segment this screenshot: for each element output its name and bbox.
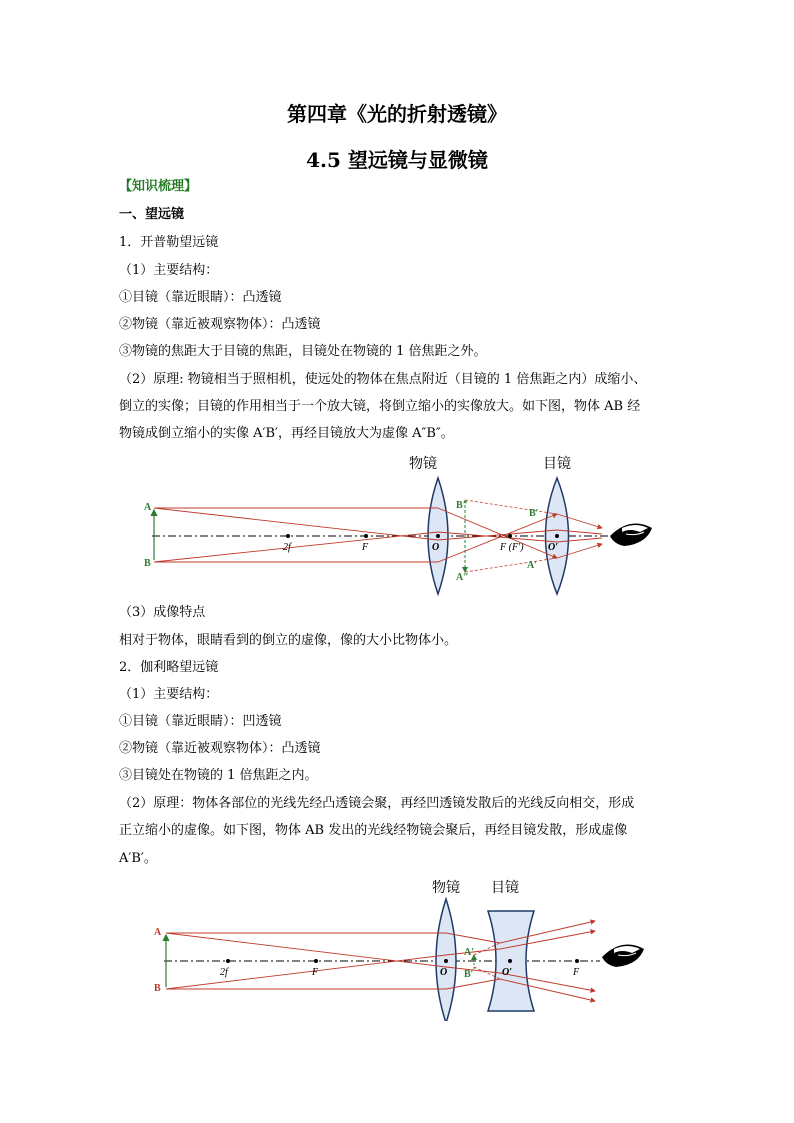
paragraph: （2）原理: 物镜相当于照相机，使远处的物体在焦点附近（目镜的 1 倍焦距之内）成缩小、 (119, 372, 647, 387)
ray (154, 508, 438, 540)
ray (438, 532, 557, 542)
paragraph: 倒立的实像；目镜的作用相当于一个放大镜，将倒立缩小的实像放大。如下图，物体 AB 经 (119, 399, 641, 414)
point-f2 (508, 534, 512, 538)
section-tag: 【知识梳理】 (119, 179, 198, 194)
chapter-title: 第四章《光的折射透镜》 (287, 102, 507, 126)
paragraph: ②物镜（靠近被观察物体）：凸透镜 (119, 741, 321, 756)
galileo-telescope-diagram (140, 873, 660, 1021)
heading-galileo: 2．伽利略望远镜 (119, 660, 219, 675)
label-f2: F (573, 967, 580, 978)
eyepiece-label: 目镜 (543, 457, 571, 472)
label-b: B (154, 983, 161, 994)
paragraph: 正立缩小的虚像。如下图，物体 AB 发出的光线经物镜会聚后，再经目镜发散，形成虚像 (119, 823, 628, 838)
point-o (436, 534, 440, 538)
label-o2: O′ (548, 542, 559, 553)
paragraph: 相对于物体，眼睛看到的倒立的虚像，像的大小比物体小。 (119, 633, 458, 648)
virtual-ray (465, 500, 557, 514)
paragraph: ③目镜处在物镜的 1 倍焦距之内。 (119, 768, 318, 783)
heading-telescope: 一、望远镜 (119, 207, 185, 222)
label-ap: A′ (527, 560, 538, 571)
heading-kepler: 1．开普勒望远镜 (119, 235, 219, 250)
paragraph: （3）成像特点 (119, 605, 206, 620)
ray (166, 955, 446, 989)
point-o2 (555, 534, 559, 538)
point-2f (286, 534, 290, 538)
point-f2 (575, 959, 579, 963)
paragraph: （2）原理：物体各部位的光线先经凸透镜会聚，再经凹透镜发散后的光线反向相交，形成 (119, 796, 635, 811)
paragraph: 物镜成倒立缩小的实像 A′B′，再经目镜放大为虚像 A″B″。 (119, 426, 454, 441)
paragraph: ③物镜的焦距大于目镜的焦距，目镜处在物镜的 1 倍焦距之外。 (119, 344, 487, 359)
point-2f (226, 959, 230, 963)
label-b: B (144, 558, 151, 569)
point-f (364, 534, 368, 538)
eyepiece-label: 目镜 (491, 881, 519, 896)
label-a: A (154, 927, 162, 938)
kepler-telescope-diagram (140, 448, 660, 602)
ray (438, 530, 557, 540)
label-o: O (440, 967, 448, 978)
section-title: 4.5 望远镜与显微镜 (306, 148, 488, 172)
paragraph: A′B′。 (119, 851, 157, 866)
label-f: F (312, 967, 319, 978)
paragraph: （1）主要结构： (119, 687, 219, 702)
label-a: A (144, 502, 152, 513)
paragraph: ①目镜（靠近眼睛）：凸透镜 (119, 290, 282, 305)
label-2f: 2f (283, 542, 291, 553)
label-b2: B″ (456, 500, 469, 511)
ray (438, 508, 557, 558)
label-bp: B′ (464, 969, 474, 980)
point-o (444, 959, 448, 963)
eye-icon (610, 524, 652, 547)
ray (166, 933, 446, 967)
paragraph: （1）主要结构： (119, 263, 219, 278)
eye-icon (602, 945, 644, 968)
objective-label: 物镜 (409, 457, 437, 472)
label-f: F (362, 542, 369, 553)
point-f (314, 959, 318, 963)
paragraph: ②物镜（靠近被观察物体）：凸透镜 (119, 317, 321, 332)
ray (438, 514, 557, 562)
label-o: O (432, 542, 440, 553)
label-f-f: F (F′) (500, 542, 524, 553)
label-ap: A′ (464, 947, 475, 958)
label-bp: B′ (529, 508, 539, 519)
label-o2: O′ (502, 967, 513, 978)
virtual-ray (465, 558, 557, 572)
label-2f: 2f (220, 967, 228, 978)
point-o2 (508, 959, 512, 963)
label-a2: A″ (456, 572, 469, 583)
paragraph: ①目镜（靠近眼睛）：凹透镜 (119, 714, 282, 729)
objective-label: 物镜 (432, 881, 460, 896)
